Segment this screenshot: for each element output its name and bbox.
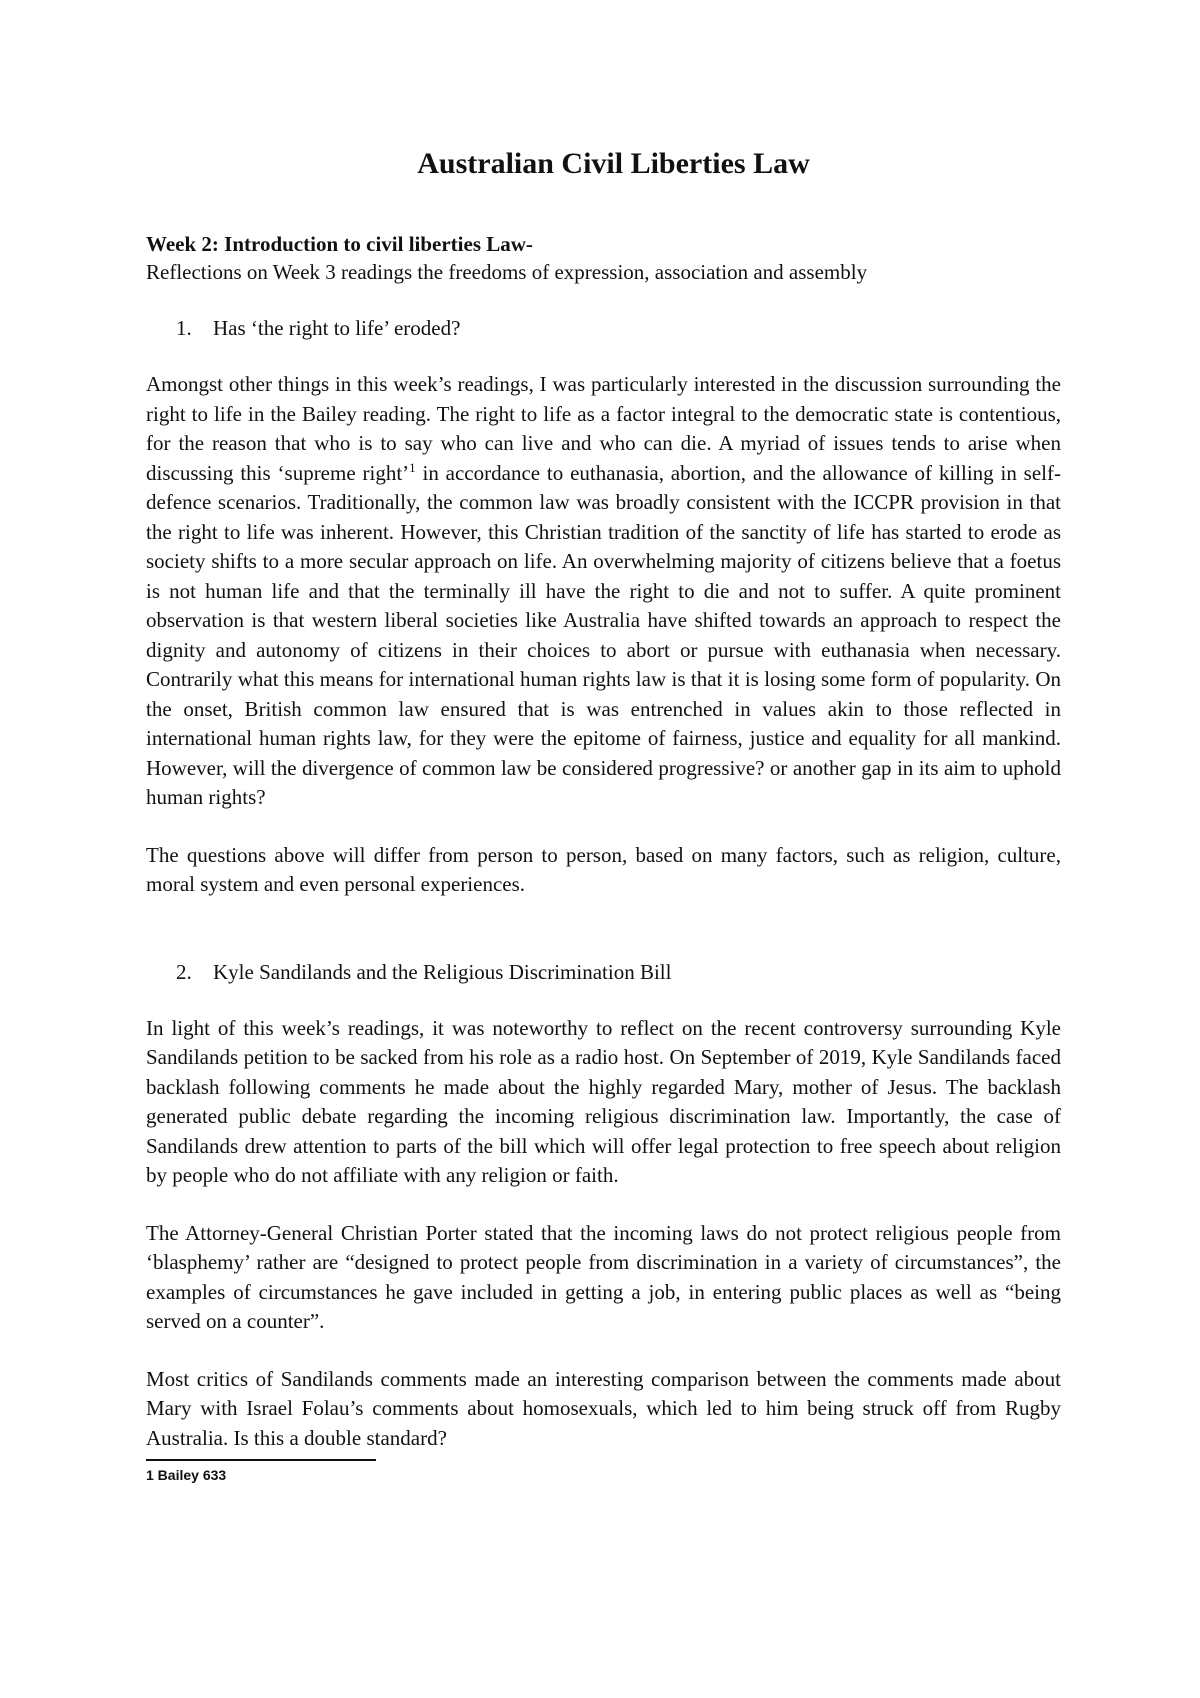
section-spacer — [146, 928, 1061, 958]
footnote-separator — [146, 1459, 376, 1461]
section-2-heading-text: Kyle Sandilands and the Religious Discrimination Bill — [213, 959, 672, 984]
section-2-paragraph-1: In light of this week’s readings, it was noteworthy to reflect on the recent controversy surrounding Kyle Sandilands petition to be sacked from his role as a radio host. On September of 2019, Kyle Sandilands faced backlash following comments he made about the highly regarded Mary, mother of Jesus. The backlash generated public debate regarding the incoming religious discrimination law. Importantly, the case of Sandilands drew attention to parts of the bill which will offer legal protection to free speech about religion by people who do not affiliate with any religion or faith. — [146, 1015, 1061, 1187]
section-1-heading — [146, 314, 1061, 342]
section-2-paragraph-2: The Attorney-General Christian Porter stated that the incoming laws do not protect religious people from ‘blasphemy’ rather are “designed to protect people from discrimination in a variety of circumstances”, the examples of circumstances he gave included in getting a job, in entering public places as well as “being served on a counter”. — [146, 1220, 1061, 1333]
section-1-heading-text: Has ‘the right to life’ eroded? — [213, 316, 461, 340]
reflection-subheading: Reflections on Week 3 readings the freedoms of expression, association and assembly — [146, 260, 868, 284]
document-title: Australian Civil Liberties Law — [417, 147, 810, 180]
section-2-number: 2. — [176, 959, 192, 984]
week-heading: Week 2: Introduction to civil liberties Law- — [146, 232, 533, 256]
section-1-paragraph-1-part-b: in accordance to euthanasia, abortion, and the allowance of killing in self-defence scenarios. Traditionally, the common law was broadly consistent with the ICCPR provision in that the right to life was inherent. However, this Christian tradition of the sanctity of life has started to erode as society shifts to a more secular approach on life. An overwhelming majority of citizens believe that a foetus is not human life and that the terminally ill have the right to die and not to suffer. A quite prominent observation is that western liberal societies like Australia have shifted towards an approach to respect the dignity and autonomy of citizens in their choices to abort or pursue with euthanasia when necessary. Contrarily what this means for international human rights law is that it is losing some form of popularity. On the onset, British common law ensured that is was entrenched in values akin to those reflected in international human rights law, for they were the epitome of fairness, justice and equality for all mankind. However, will the divergence of common law be considered progressive? or another gap in its aim to uphold human rights? — [146, 460, 1061, 809]
section-2-paragraph-3: Most critics of Sandilands comments made an interesting comparison between the comments made about Mary with Israel Folau’s comments about homosexuals, which led to him being struck off from Rugby Australia. Is this a double standard? — [146, 1366, 1061, 1450]
section-1-paragraph-1 — [146, 370, 1061, 813]
section-2-heading — [146, 958, 1061, 986]
document-body — [146, 146, 1061, 1485]
section-1-number: 1. — [176, 316, 192, 340]
section-1-paragraph-2: The questions above will differ from person to person, based on many factors, such as religion, culture, moral system and even personal experiences. — [146, 842, 1061, 896]
section-1-paragraph-1-part-a: Amongst other things in this week’s readings, I was particularly interested in the discussion surrounding the right to life in the Bailey reading. The right to life as a factor integral to the democratic state is contentious, for the reason that who is to say who can live and who can die. A myriad of issues tends to arise when discussing this ‘supreme right’ — [146, 372, 1061, 485]
footnote-1: 1 Bailey 633 — [146, 1467, 227, 1483]
footnote-reference-1: 1 — [409, 459, 416, 475]
